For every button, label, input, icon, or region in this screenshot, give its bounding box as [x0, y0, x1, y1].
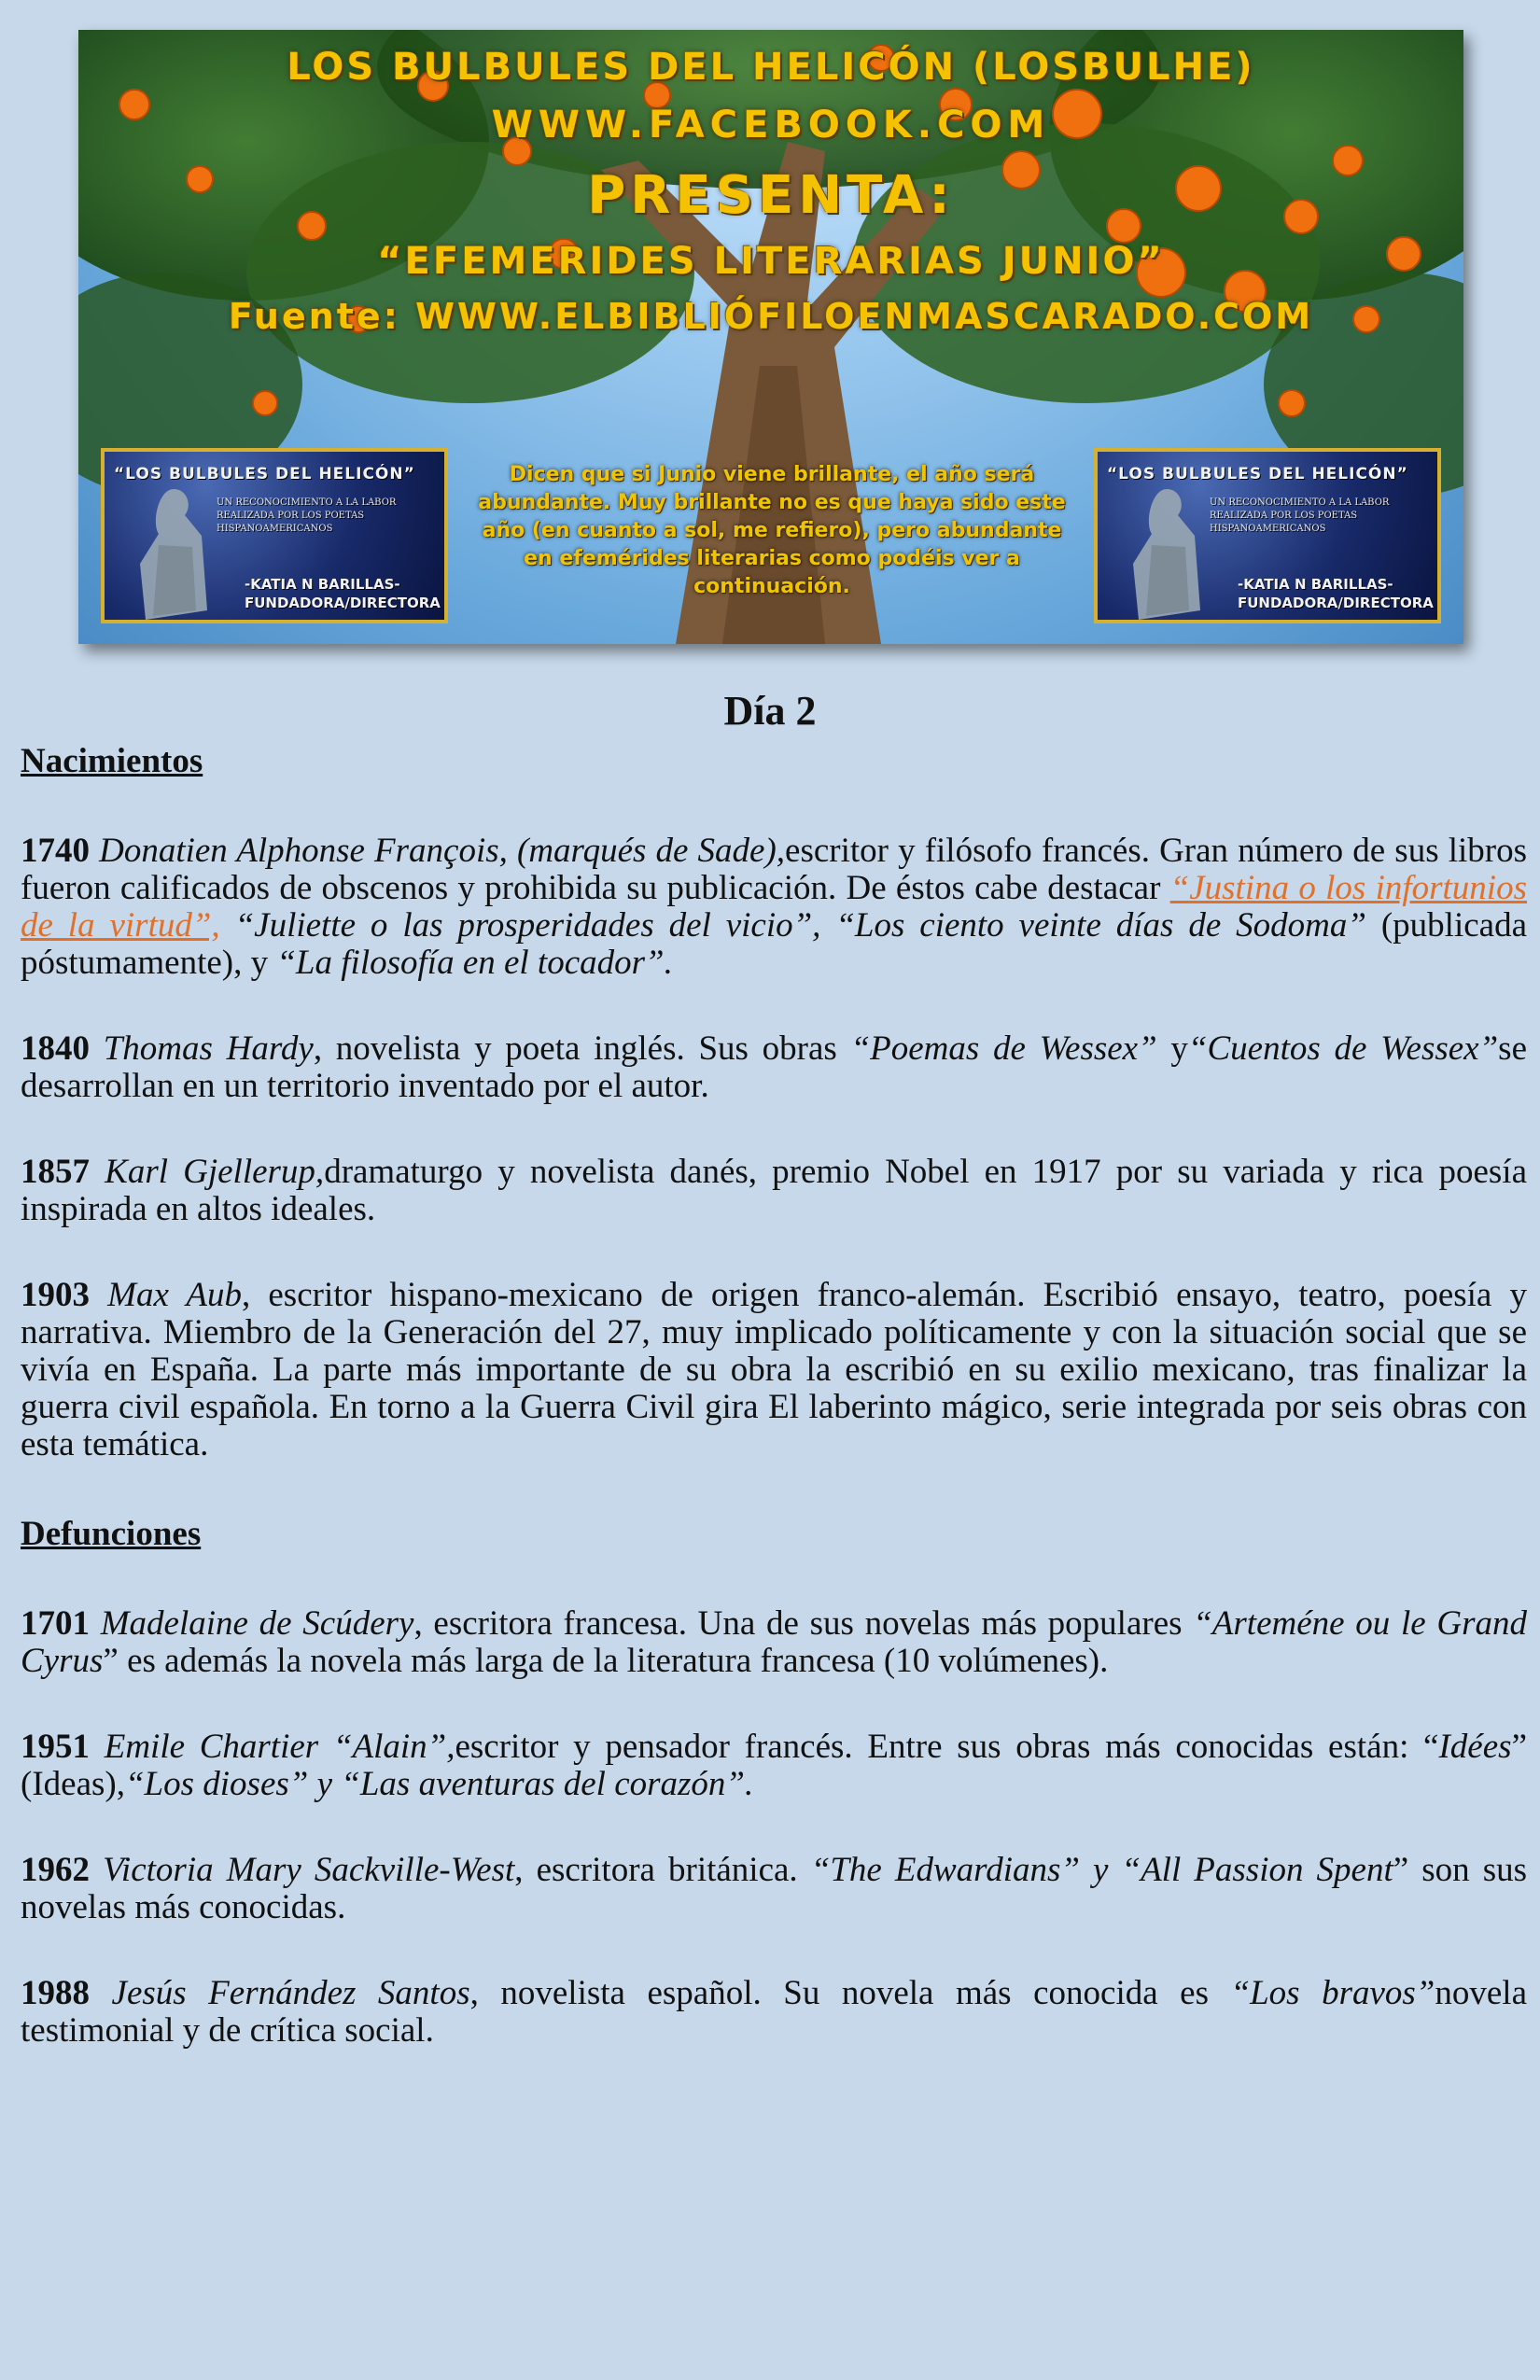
entry-works: “Los dioses” y “Las aventuras del corazón”. [124, 1765, 754, 1803]
entry-year: 1988 [21, 1974, 90, 2012]
banner-title: LOS BULBULES DEL HELICÓN (LOSBULHE) [287, 46, 1255, 89]
entry-birth-1903 [21, 1277, 1527, 1463]
award-badge-left [101, 448, 448, 623]
entry-birth-1857 [21, 1154, 1527, 1228]
entry-text: (publicada póstumamente), y [21, 906, 1527, 982]
entry-author: Jesús Fernández Santos [111, 1974, 470, 2012]
entry-text: escritor y pensador francés. Entre sus obras más conocidas están: “ [455, 1728, 1439, 1766]
entry-text: ” (Ideas), [21, 1728, 1527, 1803]
entry-author: Thomas Hardy [103, 1029, 314, 1068]
entry-year: 1840 [21, 1029, 90, 1068]
entry-works: “Arteméne ou le Grand Cyrus [21, 1604, 1528, 1680]
banner-source: Fuente: WWW.ELBIBLIÓFILOENMASCARADO.COM [228, 296, 1314, 337]
entry-text: novela testimonial y de crítica social. [21, 1974, 1527, 2050]
entry-death-1701 [21, 1605, 1527, 1680]
entry-year: 1701 [21, 1604, 90, 1643]
entry-works: “Poemas de Wessex” [850, 1029, 1157, 1068]
muse-statue-icon [1111, 480, 1223, 623]
award-badge-right [1094, 448, 1441, 623]
badge-caption: UN RECONOCIMIENTO A LA LABOR REALIZADA POR LOS POETAS HISPANOAMERICANOS [1210, 497, 1390, 534]
entry-text: ” son sus novelas más conocidas. [21, 1851, 1528, 1926]
badge-founder: -KATIA N BARILLAS- FUNDADORA/DIRECTORA [1238, 576, 1434, 611]
births-heading: Nacimientos [21, 742, 203, 780]
entry-works: “Los bravos” [1230, 1974, 1435, 2012]
entry-text: , escritor hispano-mexicano de origen franco-alemán. Escribió ensayo, teatro, poesía y narrativa. Miembro de la Generación del 27, muy implicado políticamente y con la situación social que se vivía en España. La parte más importante de su obra la escribió en su exilio mexicano, tras finalizar la guerra civil española. En torno a la Guerra Civil gira El laberinto mágico, serie integrada por seis obras con esta temática. [21, 1276, 1528, 1463]
entry-text: , escritora británica. [514, 1851, 811, 1889]
badge-caption: UN RECONOCIMIENTO A LA LABOR REALIZADA POR LOS POETAS HISPANOAMERICANOS [217, 497, 397, 534]
entry-death-1988 [21, 1975, 1527, 2050]
entry-year: 1903 [21, 1276, 90, 1314]
deaths-heading: Defunciones [21, 1515, 202, 1553]
entry-text: , novelista español. Su novela más conocida es [469, 1974, 1231, 2012]
entry-works: “Juliette o las prosperidades del vicio”, “Los ciento veinte días de Sodoma” [219, 906, 1366, 945]
entry-author: Donatien Alphonse François, (marqués de Sade), [99, 832, 786, 870]
entry-text: , novelista y poeta inglés. Sus obras [313, 1029, 851, 1068]
banner-intro-text: Dicen que si Junio viene brillante, el año será abundante. Muy brillante no es que haya sido este año (en cuanto a sol, me refiero), pero abundante en efemérides literarias como podéis ver a continuación. [478, 463, 1066, 598]
entry-death-1962 [21, 1852, 1527, 1926]
entry-author: Emile Chartier “Alain”, [104, 1728, 455, 1766]
muse-statue-icon [118, 480, 230, 623]
entry-author: Madelaine de Scúdery [100, 1604, 414, 1643]
badge-title: “LOS BULBULES DEL HELICÓN” [114, 465, 415, 483]
entry-year: 1857 [21, 1153, 90, 1191]
banner-subtitle: “EFEMERIDES LITERARIAS JUNIO” [377, 240, 1165, 283]
entry-year: 1740 [21, 832, 90, 870]
entry-text: dramaturgo y novelista danés, premio Nobel en 1917 por su variada y rica poesía inspirada en altos ideales. [21, 1153, 1528, 1228]
badge-founder: -KATIA N BARILLAS- FUNDADORA/DIRECTORA [245, 576, 441, 611]
entry-birth-1740 [21, 833, 1527, 982]
entry-author: Max Aub [107, 1276, 242, 1314]
day-title: Día 2 [723, 688, 817, 734]
entry-author: Victoria Mary Sackville-West [103, 1851, 515, 1889]
entry-text: se desarrollan en un territorio inventado por el autor. [21, 1029, 1527, 1105]
entry-works: “La filosofía en el tocador”. [276, 944, 673, 982]
badge-title: “LOS BULBULES DEL HELICÓN” [1107, 465, 1408, 483]
banner-presenta: PRESENTA: [587, 165, 955, 226]
entry-death-1951 [21, 1729, 1527, 1803]
document-body [21, 739, 1527, 2050]
entry-year: 1951 [21, 1728, 90, 1766]
entry-text: , escritora francesa. Una de sus novelas más populares [413, 1604, 1194, 1643]
entry-works: “The Edwardians” y “All Passion Spent [810, 1851, 1393, 1889]
work-link[interactable]: “Justina o los infortunios de la virtud”, [21, 869, 1527, 945]
entry-text: ” es además la novela más larga de la literatura francesa (10 volúmenes). [103, 1642, 1109, 1680]
entry-author: Karl Gjellerup, [105, 1153, 325, 1191]
entry-text: escritor y filósofo francés. Gran número de sus libros fueron calificados de obscenos y prohibida su publicación. De éstos cabe destacar [21, 832, 1527, 907]
banner-facebook-url: WWW.FACEBOOK.COM [491, 104, 1051, 147]
entry-text: y [1156, 1029, 1188, 1068]
entry-year: 1962 [21, 1851, 90, 1889]
header-banner-image [78, 30, 1463, 644]
entry-works: “Cuentos de Wessex” [1187, 1029, 1499, 1068]
entry-birth-1840 [21, 1030, 1527, 1105]
entry-works: Idées [1438, 1728, 1512, 1766]
